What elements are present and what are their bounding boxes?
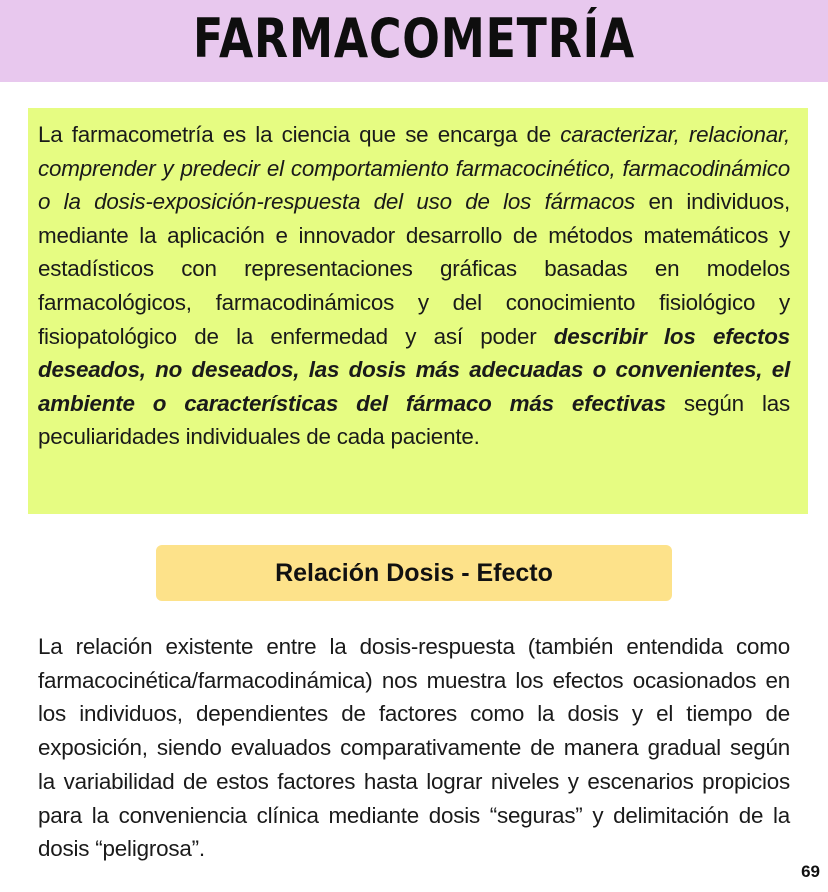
page-number: 69 xyxy=(801,862,820,881)
intro-italic-text: caracterizar, relacionar, comprender y predecir el comportamiento farmacocinético, farmacodinámico o la dosis-exposición-respuesta del uso de los fármacos xyxy=(38,122,790,215)
page-title: FARMACOMETRÍA xyxy=(192,7,636,70)
intro-text-2: en individuos, mediante la aplicación e innovador desarrollo de métodos matemáticos y estadísticos con representaciones gráficas basadas en modelos farmacológicos, farmacodinámicos y del conocimiento fisiológico y fisiopatológico de la enfermedad y así poder xyxy=(38,189,790,349)
intro-text-1: La farmacometría es la ciencia que se encarga de xyxy=(38,122,561,147)
section-heading: Relación Dosis - Efecto xyxy=(156,545,672,601)
intro-paragraph xyxy=(38,118,790,454)
section-body: La relación existente entre la dosis-respuesta (también entendida como farmacocinética/farmacodinámica) nos muestra los efectos ocasionados en los individuos, dependientes de factores como la dosis y el tiempo de exposición, siendo evaluados comparativamente de manera gradual según la variabilidad de estos factores hasta lograr niveles y escenarios propicios para la conveniencia clínica mediante dosis “seguras” y delimitación de la dosis “peligrosa”. xyxy=(38,634,790,862)
intro-box xyxy=(28,108,808,514)
intro-text-3: según las peculiaridades individuales de cada paciente. xyxy=(38,390,790,450)
intro-bold-text: describir los efectos deseados, no deseados, las dosis más adecuadas o convenientes, el ambiente o características del fármaco más efectivas xyxy=(38,323,790,416)
